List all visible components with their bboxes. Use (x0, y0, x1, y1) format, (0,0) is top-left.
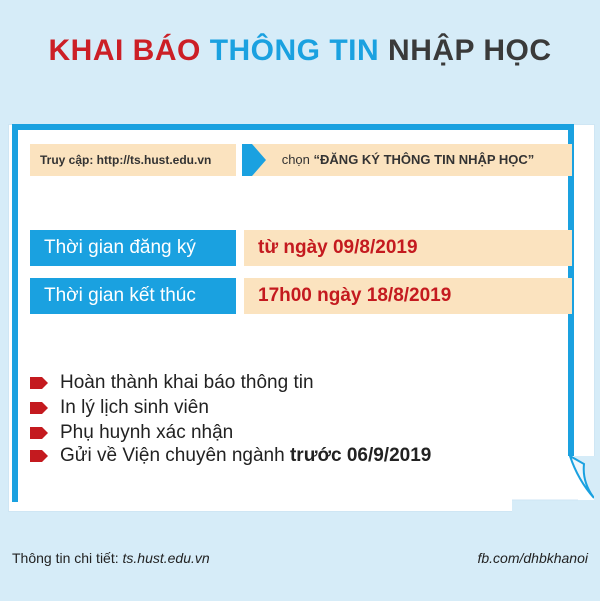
step-item (30, 370, 314, 396)
end-time-value: 17h00 ngày 18/8/2019 (244, 278, 572, 314)
footer-details-prefix: Thông tin chi tiết: (12, 550, 119, 566)
chevron-right-icon (236, 144, 266, 176)
step-text: Hoàn thành khai báo thông tin (60, 372, 314, 393)
step-text: Phụ huynh xác nhận (60, 422, 234, 443)
page-curl-icon (512, 456, 594, 514)
registration-time-label: Thời gian đăng ký (30, 230, 236, 266)
access-choose-target: “ĐĂNG KÝ THÔNG TIN NHẬP HỌC” (313, 152, 535, 167)
access-url-panel: Truy cập: http://ts.hust.edu.vn (30, 144, 242, 176)
title-part-2: THÔNG TIN (209, 34, 380, 67)
red-arrow-icon (30, 450, 48, 462)
page-title (0, 34, 600, 68)
step-deadline: trước 06/9/2019 (289, 445, 432, 466)
step-item (30, 395, 209, 421)
registration-time-value: từ ngày 09/8/2019 (244, 230, 572, 266)
step-item (30, 443, 431, 469)
end-time-label: Thời gian kết thúc (30, 278, 236, 314)
access-choose-panel (244, 144, 572, 176)
footer-facebook-link[interactable]: fb.com/dhbkhanoi (477, 550, 588, 566)
title-part-3: NHẬP HỌC (388, 34, 552, 67)
access-choose-prefix: chọn (281, 152, 310, 167)
footer-website-link[interactable]: ts.hust.edu.vn (122, 550, 210, 566)
red-arrow-icon (30, 377, 48, 389)
step-text: In lý lịch sinh viên (60, 397, 209, 418)
title-part-1: KHAI BÁO (48, 34, 201, 67)
footer-details (12, 550, 210, 566)
red-arrow-icon (30, 427, 48, 439)
red-arrow-icon (30, 402, 48, 414)
step-text: Gửi về Viện chuyên ngành (60, 445, 285, 466)
